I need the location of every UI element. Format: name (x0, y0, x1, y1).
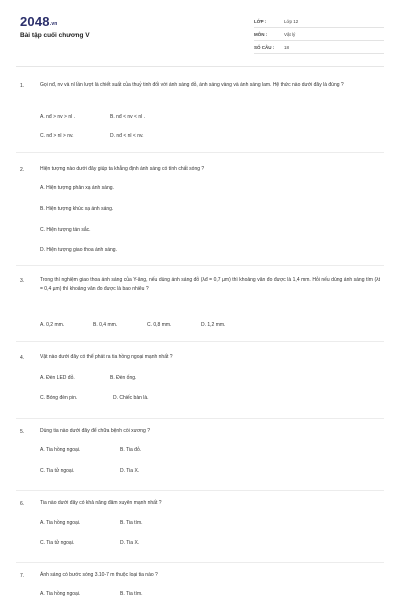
option-c[interactable]: C. nđ > nl > nv. (40, 133, 74, 139)
meta-subject-value: Vật lý (284, 32, 296, 37)
question-text: Dùng tia nào dưới đây để chữa bệnh còi xương ? (40, 428, 150, 434)
option-d[interactable]: D. Hiện tượng giao thoa ánh sáng. (40, 247, 117, 253)
question-divider (16, 265, 384, 266)
option-a[interactable]: A. Đèn LED đỏ. (40, 375, 75, 381)
logo-tld: .vn (49, 21, 58, 27)
question-text: Trong thí nghiệm giao thoa ánh sáng của Y-âng, nếu dùng ánh sáng đỏ (λđ = 0,7 µm) thì khoảng vân đo được là 1,4 mm. Hỏi nếu dùng ánh sáng tím (λt = 0,4 µm) thì khoảng vân đo được là bao nhiêu ? (40, 277, 380, 292)
option-b[interactable]: B. 0,4 mm. (93, 322, 118, 328)
meta-class-value: Lớp 12 (284, 19, 299, 24)
question-text: Vật nào dưới đây có thể phát ra tia hồng ngoại mạnh nhất ? (40, 354, 173, 360)
option-c[interactable]: C. Tia tử ngoại. (40, 540, 75, 546)
option-d[interactable]: D. Chiếc bàn là. (113, 395, 149, 401)
question-divider (16, 418, 384, 419)
meta-class-label: LỚP : (254, 19, 267, 24)
header-divider (16, 66, 384, 67)
option-c[interactable]: C. Hiện tượng tán sắc. (40, 227, 91, 233)
question-number: 6. (20, 501, 25, 507)
question-divider (16, 490, 384, 491)
meta-divider (254, 53, 384, 54)
meta-divider (254, 27, 384, 28)
option-c[interactable]: C. 0,8 mm. (147, 322, 172, 328)
option-d[interactable]: D. 1,2 mm. (201, 322, 226, 328)
question-number: 1. (20, 83, 25, 89)
question-divider (16, 152, 384, 153)
option-a[interactable]: A. Tia hồng ngoại. (40, 447, 81, 453)
site-logo[interactable] (20, 14, 58, 29)
question-divider (16, 562, 384, 563)
question-number: 7. (20, 573, 25, 579)
option-b[interactable]: B. nđ < nv < nl . (110, 114, 146, 120)
page-title: Bài tập cuối chương V (20, 32, 90, 39)
meta-count-label: SỐ CÂU : (254, 45, 275, 50)
question-number: 3. (20, 278, 25, 284)
option-a[interactable]: A. Tia hồng ngoại. (40, 591, 81, 597)
option-b[interactable]: B. Tia tím. (120, 520, 143, 526)
option-a[interactable]: A. Hiện tượng phản xạ ánh sáng. (40, 185, 114, 191)
question-text: Ánh sáng có bước sóng 3.10-7 m thuộc loại tia nào ? (40, 572, 158, 578)
option-d[interactable]: D. nđ < nl < nv. (110, 133, 144, 139)
question-text: Gọi nđ, nv và nl lần lượt là chiết suất của thuỷ tinh đối với ánh sáng đỏ, ánh sáng vàng và ánh sáng lam. Hệ thức nào dưới đây là đúng ? (40, 82, 344, 88)
question-divider (16, 341, 384, 342)
option-b[interactable]: B. Đèn ống. (110, 375, 137, 381)
option-b[interactable]: B. Tia đỏ. (120, 447, 142, 453)
meta-count-value: 18 (284, 45, 290, 50)
meta-subject-label: MÔN : (254, 32, 268, 37)
option-a[interactable]: A. Tia hồng ngoại. (40, 520, 81, 526)
option-d[interactable]: D. Tia X. (120, 540, 140, 546)
option-c[interactable]: C. Tia tử ngoại. (40, 468, 75, 474)
logo-main: 2048 (20, 14, 50, 29)
question-number: 5. (20, 429, 25, 435)
question-text: Hiện tượng nào dưới đây giúp ta khẳng định ánh sáng có tính chất sóng ? (40, 166, 205, 172)
meta-divider (254, 40, 384, 41)
option-a[interactable]: A. 0,2 mm. (40, 322, 65, 328)
question-number: 4. (20, 355, 25, 361)
question-text: Tia nào dưới đây có khả năng đâm xuyên mạnh nhất ? (40, 500, 162, 506)
page-header (0, 0, 400, 68)
option-b[interactable]: B. Tia tím. (120, 591, 143, 597)
question-number: 2. (20, 167, 25, 173)
option-c[interactable]: C. Bóng đèn pin. (40, 395, 78, 401)
option-d[interactable]: D. Tia X. (120, 468, 140, 474)
option-b[interactable]: B. Hiện tượng khúc xạ ánh sáng. (40, 206, 114, 212)
option-a[interactable]: A. nđ > nv > nl . (40, 114, 76, 120)
